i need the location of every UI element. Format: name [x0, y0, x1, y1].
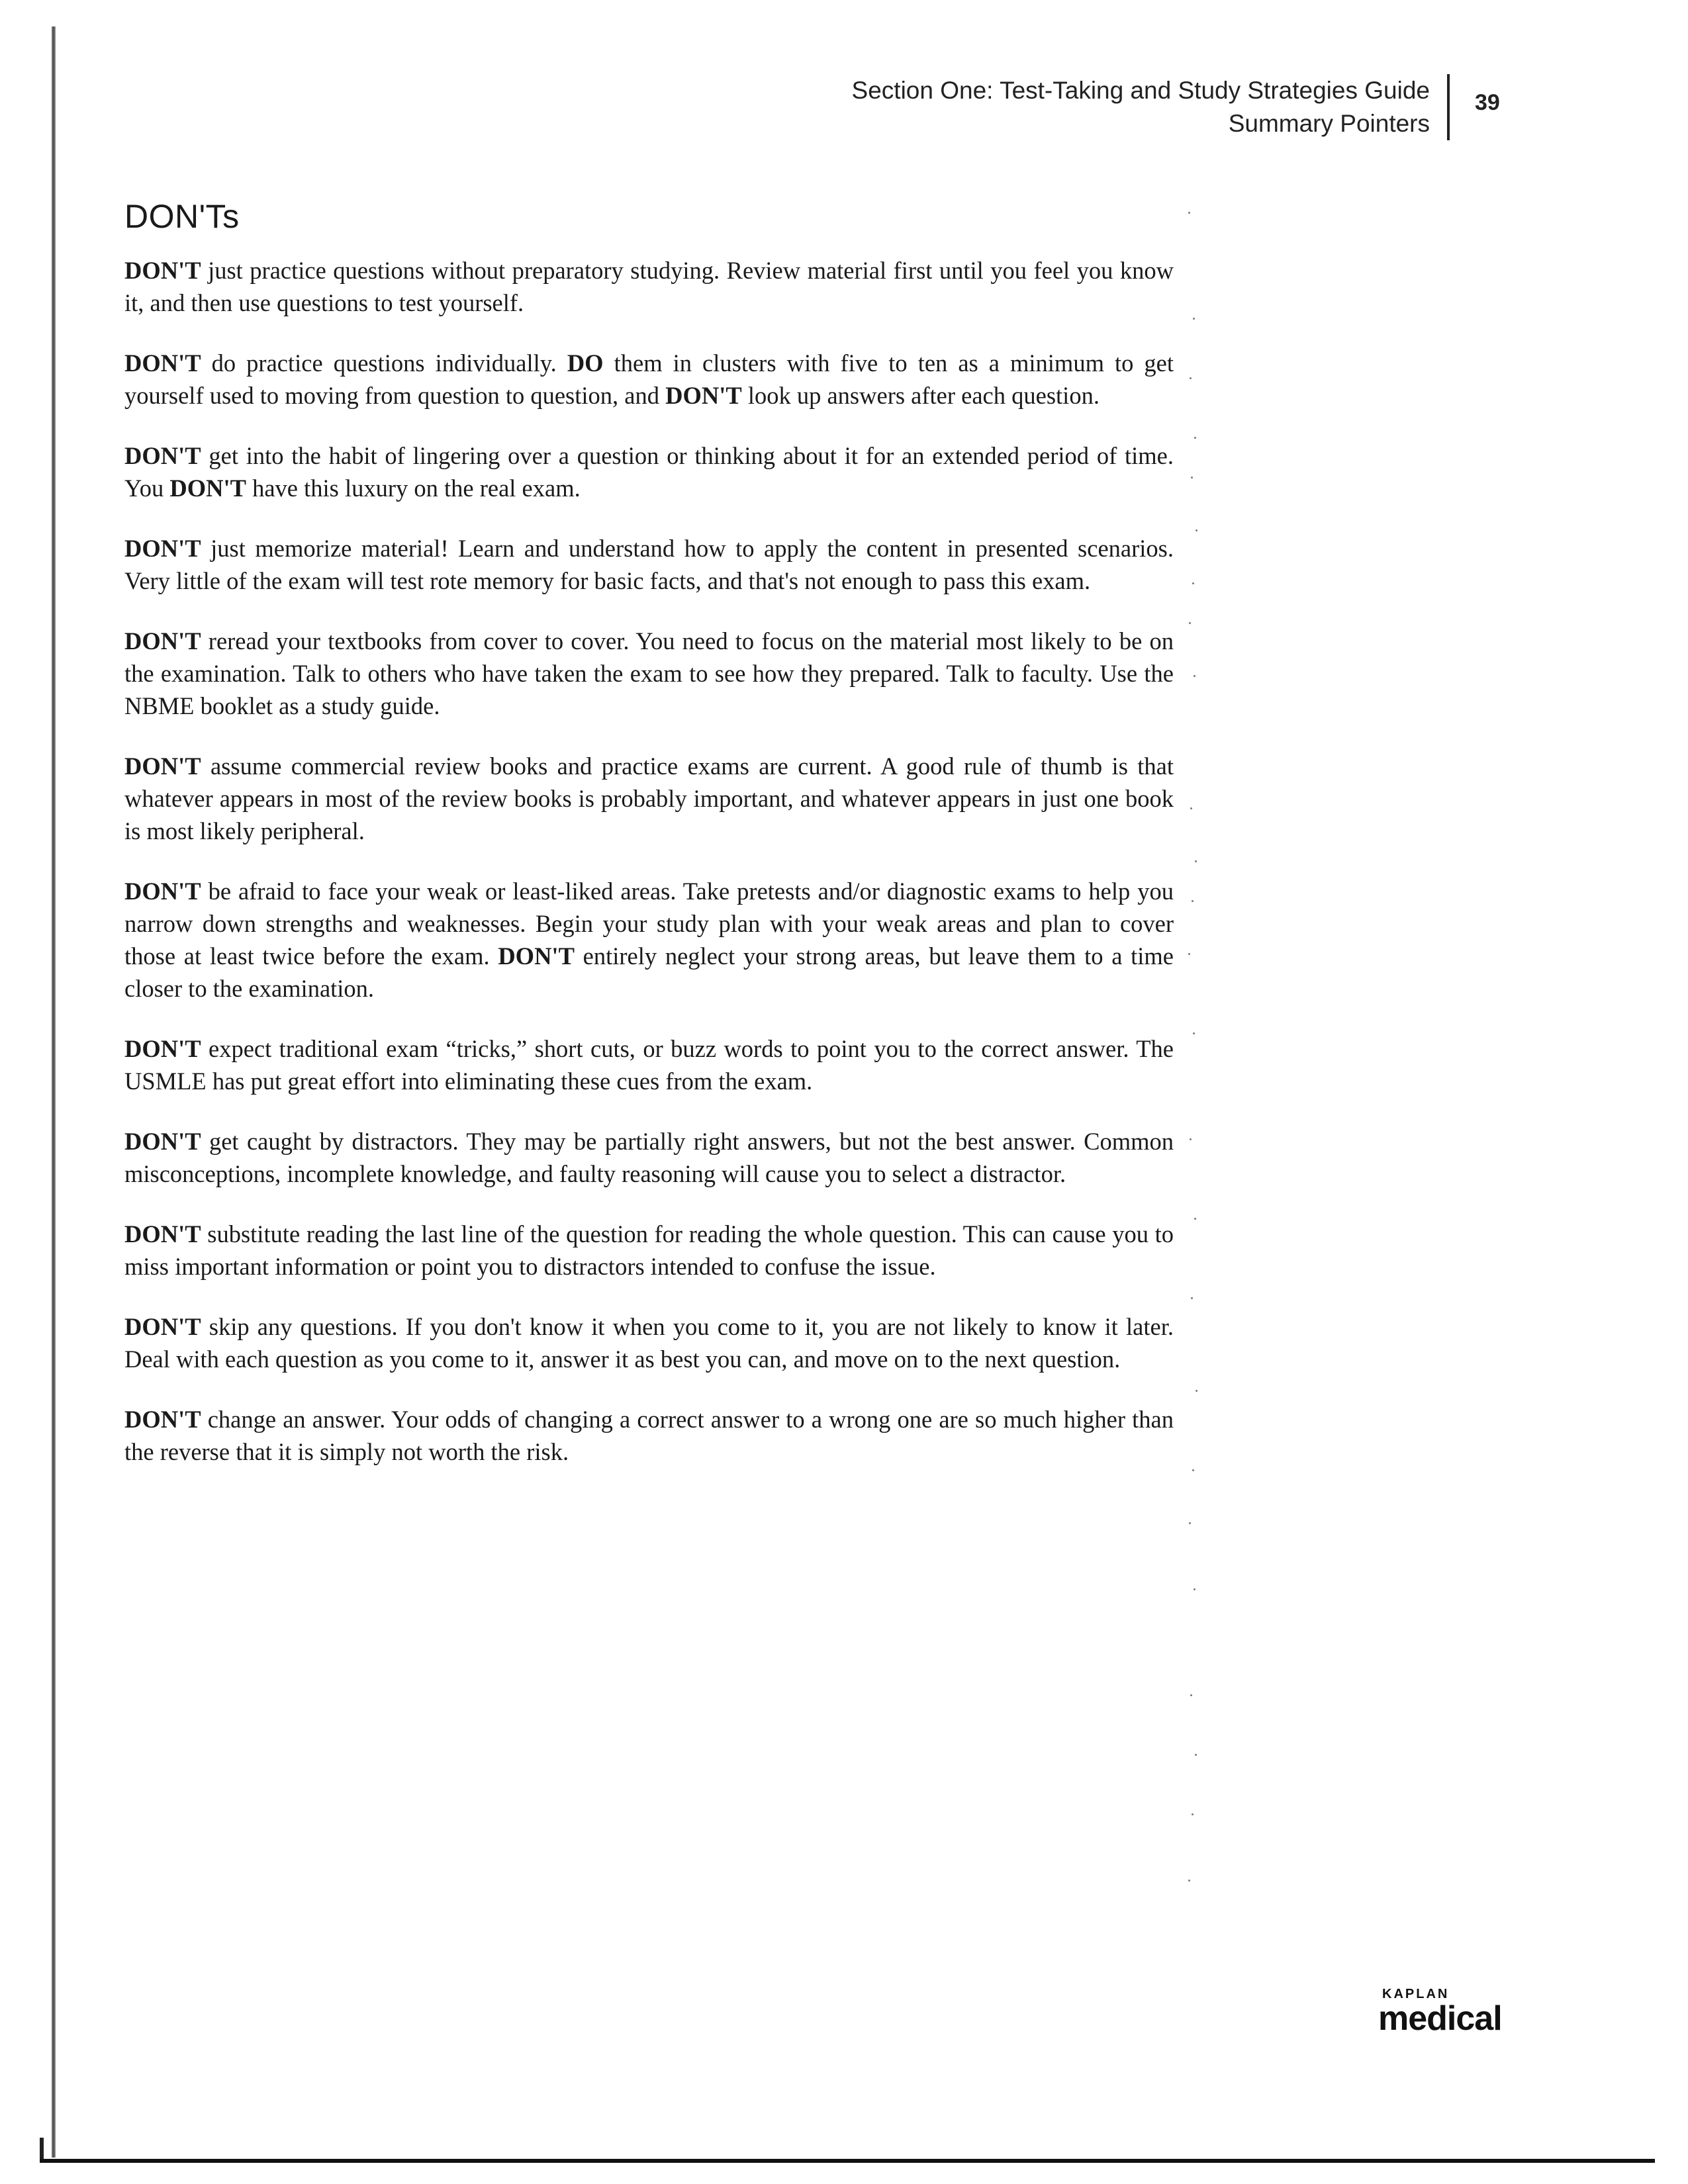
emphasis-text: DON'T	[124, 1035, 201, 1062]
emphasis-text: DON'T	[124, 349, 201, 377]
scan-speck	[1189, 1522, 1191, 1524]
paragraph-text: get into the habit of lingering over a question or thinking about it for an extended period of time. You	[124, 442, 1174, 502]
scan-speck	[1193, 318, 1195, 320]
scan-speck	[1194, 1218, 1196, 1220]
scan-speck	[1196, 529, 1197, 531]
emphasis-text: DON'T	[124, 752, 201, 780]
emphasis-text: DON'T	[665, 382, 742, 409]
paragraph-text: reread your textbooks from cover to cover. You need to focus on the material most likely to be on the examination. Talk to others who have taken the exam to see how they prepared. Talk to faculty. Use the NBME booklet as a study guide.	[124, 627, 1174, 719]
emphasis-text: DON'T	[169, 475, 246, 502]
paragraph-list	[124, 254, 1174, 1468]
page-number: 39	[1475, 90, 1500, 115]
paragraph-text: them in clusters with five to ten as a minimum to get yourself used to moving from question to question, and	[124, 349, 1174, 409]
scan-speck	[1196, 1390, 1197, 1392]
scan-speck	[1194, 437, 1196, 439]
paragraph-text: have this luxury on the real exam.	[246, 475, 581, 502]
header-subsection-title: Summary Pointers	[1228, 110, 1430, 137]
emphasis-text: DON'T	[124, 1406, 201, 1433]
scan-bottom-rule	[40, 2159, 1655, 2163]
scan-speck	[1189, 622, 1191, 624]
emphasis-text: DON'T	[124, 257, 201, 284]
scan-speck	[1188, 1880, 1190, 1882]
emphasis-text: DON'T	[124, 627, 201, 655]
scan-speck	[1190, 377, 1192, 379]
scan-speck	[1190, 1138, 1192, 1140]
dont-paragraph	[124, 347, 1174, 412]
logo-kaplan-text: KAPLAN	[1382, 1987, 1450, 2001]
scan-speck	[1192, 582, 1194, 584]
emphasis-text: DON'T	[124, 878, 201, 905]
dont-paragraph	[124, 750, 1174, 847]
header-section-title: Section One: Test-Taking and Study Strategies Guide	[851, 77, 1430, 104]
scan-speck	[1194, 1588, 1196, 1590]
emphasis-text: DO	[567, 349, 604, 377]
scan-speck	[1188, 953, 1190, 955]
paragraph-text: just practice questions without preparatory studying. Review material first until you feel you know it, and then use questions to test yourself.	[124, 257, 1174, 316]
scan-speck	[1195, 1754, 1197, 1756]
publisher-logo	[1378, 1987, 1537, 2036]
scan-speck	[1192, 1813, 1194, 1815]
paragraph-text: be afraid to face your weak or least-liked areas. Take pretests and/or diagnostic exams to help you narrow down strengths and weaknesses. Begin your study plan with your weak areas and plan to cover those at least twice before the exam.	[124, 878, 1174, 970]
logo-medical-text: medical	[1378, 1999, 1502, 2038]
dont-paragraph	[124, 1218, 1174, 1283]
paragraph-text: entirely neglect your strong areas, but leave them to a time closer to the examination.	[124, 942, 1174, 1002]
dont-paragraph	[124, 625, 1174, 722]
paragraph-text: do practice questions individually.	[201, 349, 567, 377]
emphasis-text: DON'T	[124, 535, 201, 562]
paragraph-text: expect traditional exam “tricks,” short cuts, or buzz words to point you to the correct answer. The USMLE has put great effort into eliminating these cues from the exam.	[124, 1035, 1174, 1095]
dont-paragraph	[124, 1403, 1174, 1468]
dont-paragraph	[124, 439, 1174, 504]
scan-speck	[1188, 212, 1190, 214]
scan-speck	[1191, 477, 1193, 478]
scan-speck	[1190, 1694, 1192, 1696]
emphasis-text: DON'T	[498, 942, 575, 970]
scan-spine-shadow	[52, 26, 56, 2158]
paragraph-text: substitute reading the last line of the question for reading the whole question. This can cause you to miss important information or point you to distractors intended to confuse the issue.	[124, 1220, 1174, 1280]
dont-paragraph	[124, 532, 1174, 597]
emphasis-text: DON'T	[124, 442, 201, 469]
margin-scan-specks	[1188, 212, 1201, 1933]
dont-paragraph	[124, 1032, 1174, 1097]
paragraph-text: just memorize material! Learn and understand how to apply the content in presented scenarios. Very little of the exam will test rote memory for basic facts, and that's not enough to pass this exam.	[124, 535, 1174, 594]
paragraph-text: skip any questions. If you don't know it when you come to it, you are not likely to know it later. Deal with each question as you come to it, answer it as best you can, and move on to the next question.	[124, 1313, 1174, 1373]
paragraph-text: change an answer. Your odds of changing a correct answer to a wrong one are so much higher than the reverse that it is simply not worth the risk.	[124, 1406, 1174, 1465]
scan-speck	[1195, 860, 1197, 862]
running-header	[852, 74, 1450, 140]
paragraph-text: look up answers after each question.	[741, 382, 1100, 409]
scan-speck	[1190, 807, 1192, 809]
section-title: DON'Ts	[124, 198, 240, 235]
paragraph-text: assume commercial review books and practice exams are current. A good rule of thumb is that whatever appears in most of the review books is probably important, and whatever appears in just one book is most likely peripheral.	[124, 752, 1174, 844]
emphasis-text: DON'T	[124, 1220, 201, 1248]
dont-paragraph	[124, 1125, 1174, 1190]
dont-paragraph	[124, 254, 1174, 319]
emphasis-text: DON'T	[124, 1128, 201, 1155]
scan-speck	[1192, 1469, 1194, 1471]
dont-paragraph	[124, 875, 1174, 1005]
scan-speck	[1194, 675, 1196, 677]
main-content	[124, 197, 1174, 1496]
emphasis-text: DON'T	[124, 1313, 201, 1340]
scan-speck	[1191, 1297, 1193, 1299]
dont-paragraph	[124, 1310, 1174, 1375]
paragraph-text: get caught by distractors. They may be partially right answers, but not the best answer. Common misconceptions, incomplete knowledge, and faulty reasoning will cause you to select a distractor.	[124, 1128, 1174, 1187]
scan-speck	[1192, 900, 1194, 902]
scan-speck	[1193, 1032, 1195, 1034]
